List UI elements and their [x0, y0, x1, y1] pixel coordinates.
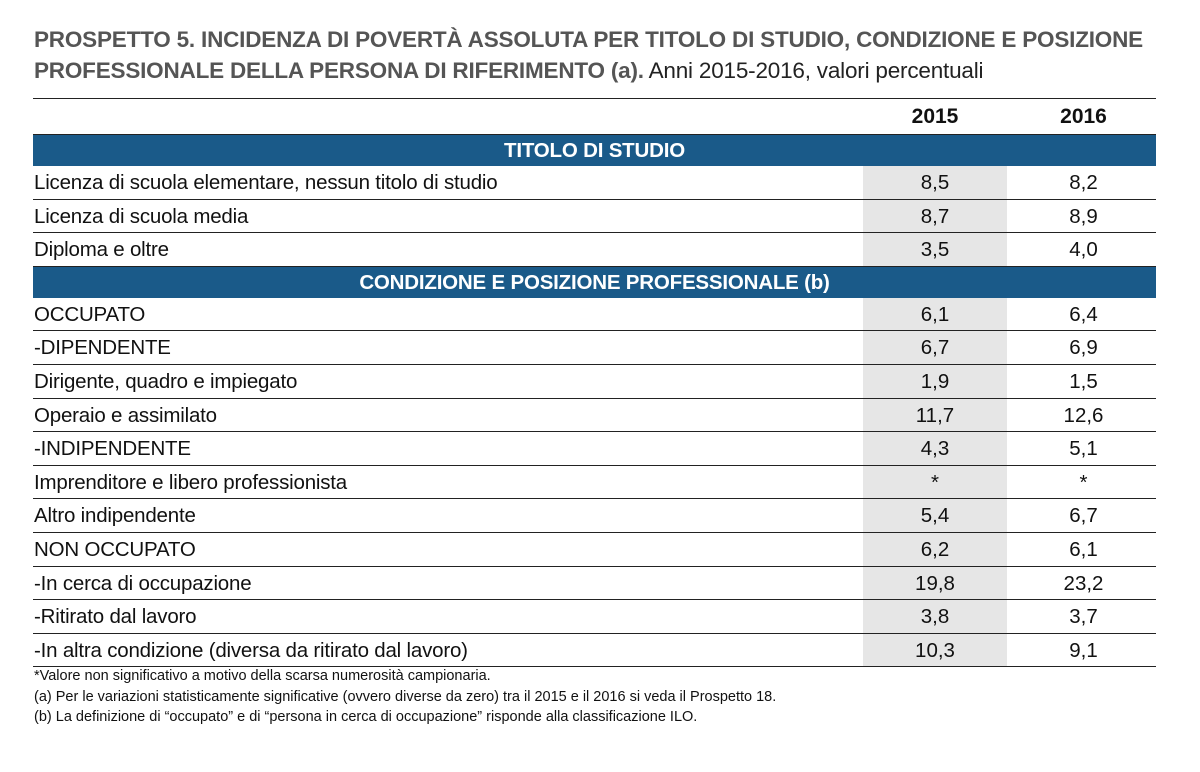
value-2016: 23,2	[1063, 571, 1104, 595]
value-2016: 9,1	[1069, 638, 1098, 662]
row-label: -INDIPENDENTE	[34, 437, 191, 461]
table-row	[33, 466, 1156, 500]
row-label: Dirigente, quadro e impiegato	[34, 369, 298, 393]
footnote: (a) Per le variazioni statisticamente significative (ovvero diverse da zero) tra il 2015 e il 2016 si veda il Prospetto 18.	[34, 688, 777, 705]
row-label: -DIPENDENTE	[34, 336, 171, 360]
value-2016: 8,9	[1069, 204, 1098, 228]
row-label: OCCUPATO	[34, 302, 146, 326]
section-header: TITOLO DI STUDIO	[33, 135, 1156, 166]
row-label: Licenza di scuola media	[34, 204, 249, 228]
footnote: *Valore non significativo a motivo della scarsa numerosità campionaria.	[34, 668, 491, 684]
table-row	[33, 298, 1156, 332]
row-label: Imprenditore e libero professionista	[34, 470, 347, 494]
table-header	[33, 99, 1156, 135]
row-label: -In altra condizione (diversa da ritirato dal lavoro)	[34, 638, 468, 662]
footnote: (b) La definizione di “occupato” e di “persona in cerca di occupazione” risponde alla classificazione ILO.	[34, 709, 698, 725]
value-2016: 6,1	[1069, 537, 1098, 561]
value-2016: 6,9	[1069, 336, 1098, 360]
row-label: NON OCCUPATO	[34, 537, 196, 561]
value-2015: 8,7	[863, 200, 1007, 233]
header-2015: 2015	[911, 105, 959, 128]
value-2015: 8,5	[863, 166, 1007, 199]
value-2015: 11,7	[863, 399, 1007, 432]
table-row	[33, 399, 1156, 433]
value-2016: 12,6	[1063, 403, 1104, 427]
value-2015: 5,4	[863, 499, 1007, 532]
value-2016: 1,5	[1069, 369, 1098, 393]
section-header: CONDIZIONE E POSIZIONE PROFESSIONALE (b)	[33, 267, 1156, 298]
table-row	[33, 166, 1156, 200]
value-2015: 1,9	[863, 365, 1007, 398]
table-title-subtitle: Anni 2015-2016, valori percentuali	[643, 58, 984, 83]
table-row	[33, 331, 1156, 365]
value-2015: 6,7	[863, 331, 1007, 364]
value-2015: 6,2	[863, 533, 1007, 566]
row-label: -In cerca di occupazione	[34, 571, 252, 595]
row-label: Licenza di scuola elementare, nessun titolo di studio	[34, 171, 498, 194]
value-2015: *	[863, 466, 1007, 499]
value-2015: 6,1	[863, 298, 1007, 331]
table-row	[33, 432, 1156, 466]
value-2015: 4,3	[863, 432, 1007, 465]
table-row	[33, 600, 1156, 634]
row-label: Operaio e assimilato	[34, 403, 217, 427]
table-row	[33, 233, 1156, 267]
value-2016: 5,1	[1069, 437, 1098, 461]
data-table	[33, 98, 1156, 667]
table-body	[33, 135, 1156, 667]
table-row	[33, 634, 1156, 668]
table-title	[34, 24, 1164, 86]
row-label: Diploma e oltre	[34, 238, 169, 262]
table-title-bold: PROSPETTO 5. INCIDENZA DI POVERTÀ ASSOLUTA PER TITOLO DI STUDIO, CONDIZIONE E POSIZIONE PROFESSIONALE DELLA PERSONA DI RIFERIMENTO (a).	[34, 27, 1143, 83]
table-row	[33, 567, 1156, 601]
value-2016: 6,7	[1069, 504, 1098, 528]
table-row	[33, 499, 1156, 533]
header-2016: 2016	[1060, 105, 1107, 128]
table-row	[33, 200, 1156, 234]
value-2015: 19,8	[863, 567, 1007, 600]
footnotes	[34, 666, 1154, 728]
row-label: Altro indipendente	[34, 504, 196, 528]
row-label: -Ritirato dal lavoro	[34, 605, 197, 629]
value-2015: 3,5	[863, 233, 1007, 266]
table-row	[33, 533, 1156, 567]
value-2016: 4,0	[1069, 238, 1098, 262]
table-row	[33, 365, 1156, 399]
value-2016: 6,4	[1069, 302, 1098, 326]
value-2016: 8,2	[1069, 171, 1098, 194]
value-2016: 3,7	[1069, 605, 1098, 629]
value-2015: 10,3	[863, 634, 1007, 667]
value-2015: 3,8	[863, 600, 1007, 633]
value-2016: *	[1079, 470, 1088, 494]
